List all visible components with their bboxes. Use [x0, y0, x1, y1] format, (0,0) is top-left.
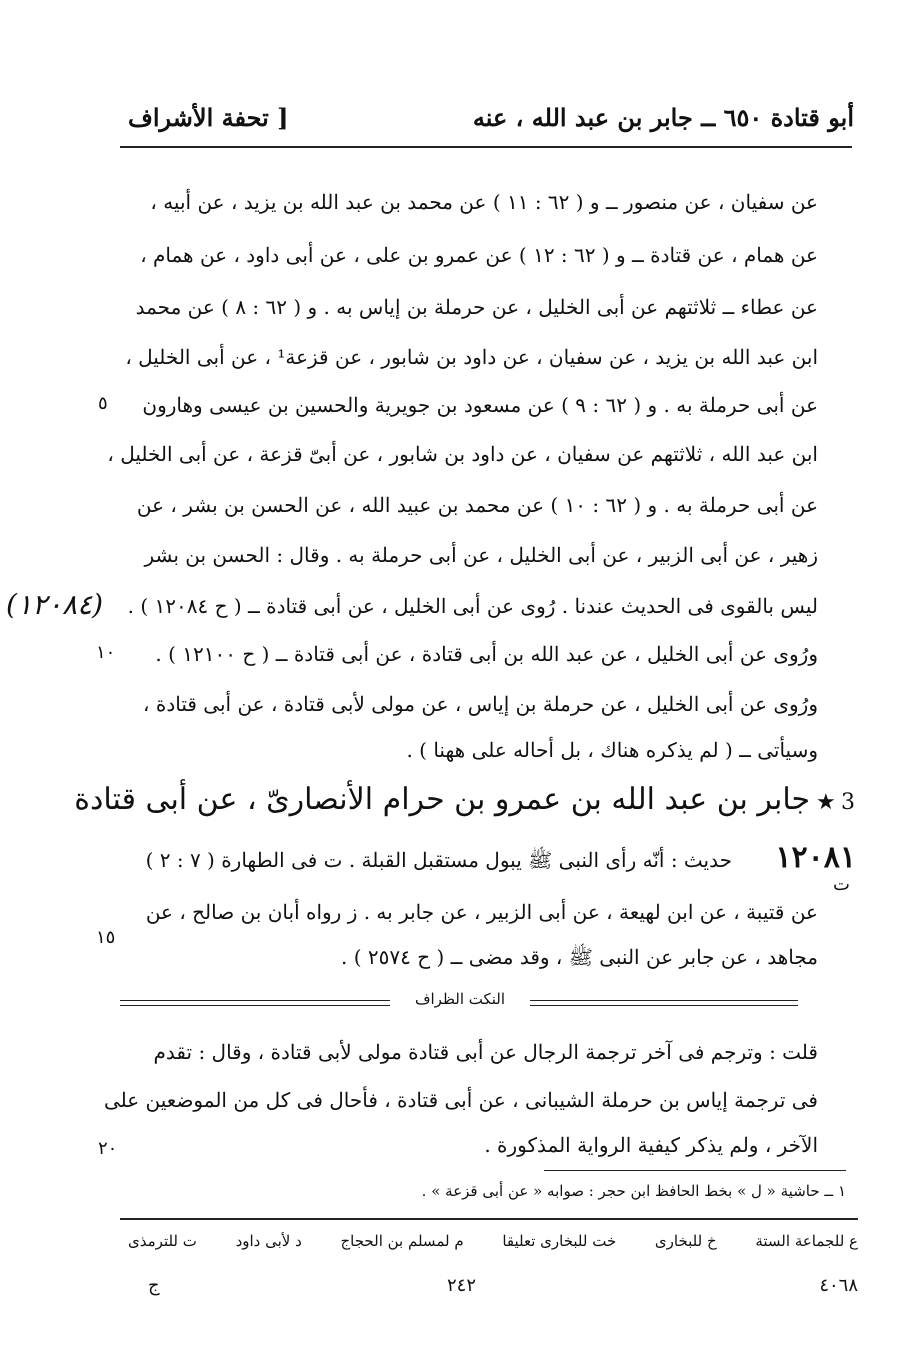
line-number-5: ٥ — [98, 393, 108, 414]
body-line: عن سفيان ، عن منصور ــ و ( ٦٢ : ١١ ) عن محمد بن عبد الله بن يزيد ، عن أبيه ، — [150, 190, 818, 214]
abbreviation-item: خ للبخارى — [654, 1232, 717, 1250]
signature-mark: ج — [148, 1275, 160, 1296]
body-line: عن أبى حرملة به . و ( ٦٢ : ٩ ) عن مسعود بن جويرية والحسين بن عيسى وهارون — [142, 393, 818, 417]
abbreviation-item: م لمسلم بن الحجاج — [340, 1232, 464, 1250]
abbreviation-item: ع للجماعة الستة — [755, 1232, 858, 1250]
siglum-mark: ت — [833, 874, 850, 895]
entry-star: ★ — [816, 790, 836, 815]
body-line: ورُوى عن أبى الخليل ، عن حرملة بن إياس ، عن مولى لأبى قتادة ، عن أبى قتادة ، — [143, 692, 818, 716]
volume-page-number: ٤٠٦٨ — [819, 1275, 858, 1296]
divider-right — [530, 1000, 798, 1006]
body-line: ورُوى عن أبى الخليل ، عن عبد الله بن أبى قتادة ، عن أبى قتادة ــ ( ح ١٢١٠٠ ) . — [155, 642, 818, 666]
entry-heading: جابر بن عبد الله بن عمرو بن حرام الأنصارىّ ، عن أبى قتادة — [74, 782, 810, 817]
ornament-label: النكت الظراف — [390, 990, 530, 1008]
entry-line: عن قتيبة ، عن ابن لهيعة ، عن أبى الزبير ، عن جابر به . ز رواه أبان بن صالح ، عن — [145, 900, 818, 924]
divider-left — [120, 1000, 390, 1006]
line-number-15: ١٥ — [96, 927, 116, 948]
footer-rule — [120, 1218, 858, 1220]
entry-number-mark: 3 — [841, 790, 855, 815]
abbreviation-item: د لأبى داود — [235, 1232, 302, 1250]
footnote-rule — [544, 1170, 846, 1171]
body-line: ابن عبد الله بن يزيد ، عن سفيان ، عن داود بن شابور ، عن قزعة¹ ، عن أبى الخليل ، — [125, 345, 818, 369]
abbreviation-item: خت للبخارى تعليقا — [502, 1232, 617, 1250]
footnote: ١ ــ حاشية « ل » بخط الحافظ ابن حجر : صوابه « عن أبى قزعة » . — [421, 1182, 846, 1200]
body-line: عن همام ، عن قتادة ــ و ( ٦٢ : ١٢ ) عن عمرو بن على ، عن أبى داود ، عن همام ، — [140, 243, 818, 267]
line-number-20: ٢٠ — [98, 1138, 118, 1159]
body-line: ابن عبد الله ، ثلاثتهم عن سفيان ، عن داود بن شابور ، عن أبىّ قزعة ، عن أبى الخليل ، — [107, 442, 818, 466]
body-line: عن عطاء ــ ثلاثتهم عن أبى الخليل ، عن حرملة بن إياس به . و ( ٦٢ : ٨ ) عن محمد — [135, 295, 818, 319]
note-line: الآخر ، ولم يذكر كيفية الرواية المذكورة . — [484, 1133, 818, 1157]
body-line: زهير ، عن أبى الزبير ، عن أبى الخليل ، عن أبى حرملة به . وقال : الحسن بن بشر — [144, 543, 818, 567]
page-number: ٢٤٢ — [447, 1275, 477, 1296]
ornament-divider — [120, 990, 798, 1010]
note-line: قلت : وترجم فى آخر ترجمة الرجال عن أبى قتادة مولى لأبى قتادة ، وقال : تقدم — [153, 1040, 818, 1064]
running-header-title: أبو قتادة ٦٥٠ ــ جابر بن عبد الله ، عنه — [472, 103, 854, 132]
note-line: فى ترجمة إياس بن حرملة الشيبانى ، عن أبى قتادة ، فأحال فى كل من الموضعين على — [103, 1088, 818, 1112]
hadith-number: ١٢٠٨١ — [775, 840, 856, 875]
hadith-line: حديث : أنّه رأى النبى ﷺ يبول مستقبل القبلة . ت فى الطهارة ( ٧ : ٢ ) — [145, 848, 732, 872]
abbreviation-key — [128, 1232, 858, 1250]
handwritten-margin-note: (١٢٠٨٤) — [6, 588, 104, 621]
body-line: ليس بالقوى فى الحديث عندنا . رُوى عن أبى الخليل ، عن أبى قتادة ــ ( ح ١٢٠٨٤ ) . — [127, 594, 818, 618]
entry-line: مجاهد ، عن جابر عن النبى ﷺ ، وقد مضى ــ ( ح ٢٥٧٤ ) . — [341, 945, 818, 969]
body-line: وسيأتى ــ ( لم يذكره هناك ، بل أحاله على ههنا ) . — [406, 738, 818, 762]
running-header-book: [ تحفة الأشراف — [128, 103, 289, 132]
line-number-10: ١٠ — [96, 642, 116, 663]
body-line: عن أبى حرملة به . و ( ٦٢ : ١٠ ) عن محمد بن عبيد الله ، عن الحسن بن بشر ، عن — [136, 493, 818, 517]
header-rule — [120, 146, 852, 148]
abbreviation-item: ت للترمذى — [128, 1232, 197, 1250]
